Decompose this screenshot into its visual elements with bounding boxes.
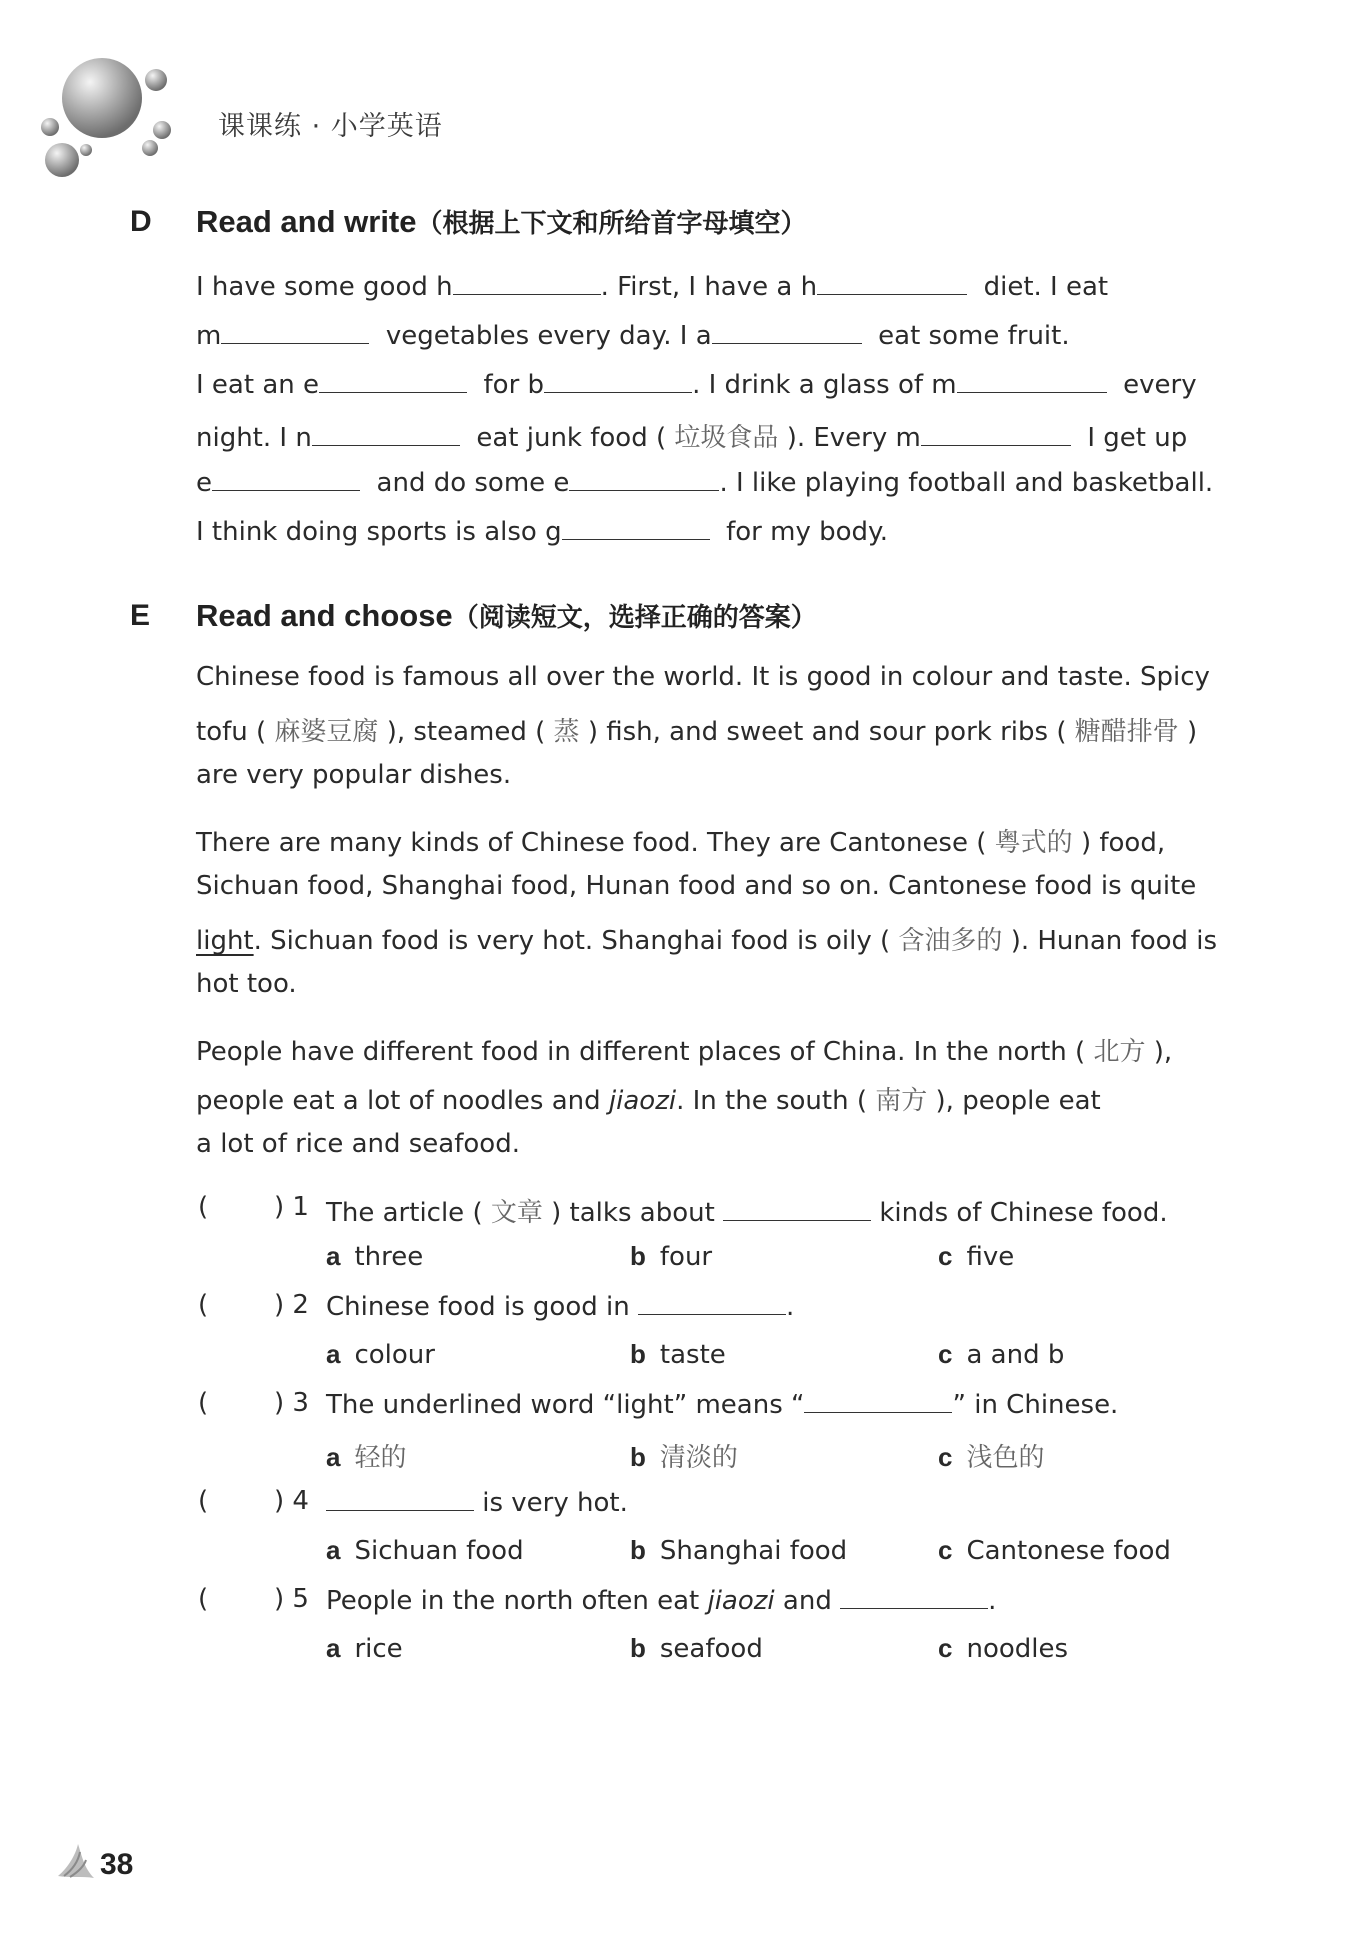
option-letter: c	[938, 1339, 953, 1369]
question-number: ) 3	[274, 1388, 309, 1418]
answer-blank[interactable]	[638, 1290, 786, 1315]
option-text: seafood	[659, 1634, 763, 1664]
option-letter: a	[326, 1442, 341, 1472]
text: I eat an e	[196, 370, 319, 400]
answer-blank[interactable]	[817, 270, 967, 295]
text-cn: 文章	[490, 1198, 543, 1228]
text: and do some e	[376, 468, 570, 498]
section-d-title-en: Read and write	[196, 204, 417, 239]
answer-paren[interactable]: (	[198, 1486, 209, 1516]
answer-blank[interactable]	[212, 466, 360, 491]
option-letter: b	[630, 1442, 646, 1472]
text: for my body.	[726, 517, 888, 547]
text-italic: jiaozi	[707, 1586, 775, 1616]
option-text: colour	[354, 1340, 435, 1370]
p2-line-1	[196, 822, 1165, 859]
answer-blank[interactable]	[921, 421, 1071, 446]
option-letter: c	[938, 1633, 953, 1663]
option-letter: c	[938, 1241, 953, 1271]
option-a[interactable]	[326, 1535, 524, 1566]
book-title: 课课练 · 小学英语	[218, 111, 443, 142]
text: . I like playing football and basketball.	[719, 468, 1214, 498]
option-b[interactable]	[630, 1241, 712, 1272]
text-cn: 北方	[1093, 1037, 1146, 1067]
section-d-letter: D	[130, 205, 152, 238]
p2-line-3	[196, 920, 1217, 957]
answer-blank[interactable]	[840, 1584, 988, 1609]
answer-blank[interactable]	[544, 368, 692, 393]
text: .	[988, 1586, 997, 1616]
p3-line-1	[196, 1031, 1172, 1068]
option-letter: b	[630, 1633, 646, 1663]
d-line-3	[196, 368, 1197, 400]
text: people eat a lot of noodles and	[196, 1086, 609, 1116]
p1-line-2	[196, 711, 1197, 748]
section-e-title	[196, 597, 817, 634]
option-a[interactable]	[326, 1633, 403, 1664]
section-d-title-cn: （根据上下文和所给首字母填空）	[416, 208, 807, 238]
d-line-1	[196, 270, 1108, 302]
answer-paren[interactable]: (	[198, 1192, 209, 1222]
option-c[interactable]	[938, 1339, 1064, 1370]
question-text	[326, 1388, 1118, 1420]
text: . Sichuan food is very hot. Shanghai food is oily (	[253, 926, 891, 956]
text: night. I n	[196, 423, 312, 453]
option-letter: b	[630, 1339, 646, 1369]
text: ” in Chinese.	[952, 1390, 1119, 1420]
question-text	[326, 1584, 996, 1616]
text: . In the south (	[676, 1086, 867, 1116]
option-b[interactable]	[630, 1535, 847, 1566]
text: e	[196, 468, 212, 498]
section-d-title	[196, 203, 807, 240]
text-cn: 含油多的	[898, 926, 1003, 956]
option-text: five	[966, 1242, 1015, 1272]
question-number: ) 1	[274, 1192, 309, 1222]
question-text	[326, 1192, 1168, 1229]
option-letter: a	[326, 1241, 341, 1271]
option-text: 浅色的	[966, 1443, 1045, 1473]
question-number: ) 2	[274, 1290, 309, 1320]
answer-paren[interactable]: (	[198, 1584, 209, 1614]
text: eat some fruit.	[878, 321, 1070, 351]
text: ), people eat	[935, 1086, 1101, 1116]
option-letter: a	[326, 1633, 341, 1663]
text: eat junk food (	[476, 423, 667, 453]
option-c[interactable]	[938, 1437, 1044, 1474]
text-italic: jiaozi	[608, 1086, 677, 1116]
text: .	[785, 1292, 795, 1322]
answer-blank[interactable]	[569, 466, 719, 491]
text: for b	[483, 370, 545, 400]
d-line-4	[196, 417, 1187, 454]
text-cn: 垃圾食品	[674, 423, 779, 453]
answer-paren[interactable]: (	[198, 1290, 209, 1320]
text: ),	[1153, 1037, 1173, 1067]
option-text: noodles	[966, 1634, 1069, 1664]
answer-blank[interactable]	[562, 515, 710, 540]
text: ), steamed (	[386, 717, 546, 747]
text: ) fish, and sweet and sour pork ribs (	[587, 717, 1067, 747]
option-text: rice	[354, 1634, 403, 1664]
text: is very hot.	[482, 1488, 628, 1518]
text-cn: 粤式的	[994, 828, 1073, 858]
option-letter: a	[326, 1535, 341, 1565]
text: I get up	[1087, 423, 1188, 453]
option-text: taste	[659, 1340, 726, 1370]
p3-line-2	[196, 1080, 1101, 1117]
text: kinds of Chinese food.	[879, 1198, 1168, 1228]
question-text	[326, 1290, 794, 1322]
p3-line-3: a lot of rice and seafood.	[196, 1129, 520, 1159]
text-cn: 蒸	[553, 717, 580, 747]
leaf-icon	[54, 1842, 100, 1882]
answer-blank[interactable]	[453, 270, 601, 295]
option-text: Sichuan food	[354, 1536, 524, 1566]
option-a[interactable]	[326, 1339, 435, 1370]
section-e-title-en: Read and choose	[196, 598, 453, 633]
text: m	[196, 321, 222, 351]
text-cn: 南方	[875, 1086, 928, 1116]
question-number: ) 5	[274, 1584, 309, 1614]
option-c[interactable]	[938, 1633, 1068, 1664]
answer-blank[interactable]	[712, 319, 862, 344]
option-b[interactable]	[630, 1633, 763, 1664]
option-text: Shanghai food	[659, 1536, 848, 1566]
text-cn: 糖醋排骨	[1074, 717, 1179, 747]
bubbles-icon	[34, 50, 184, 185]
text: ) food,	[1080, 828, 1166, 858]
p2-line-2: Sichuan food, Shanghai food, Hunan food and so on. Cantonese food is quite	[196, 871, 1197, 901]
answer-blank[interactable]	[326, 1486, 474, 1511]
underlined-word: light	[196, 926, 254, 956]
text: every	[1123, 370, 1197, 400]
option-text: Cantonese food	[966, 1536, 1171, 1566]
text-cn: 麻婆豆腐	[274, 717, 379, 747]
text: ). Every m	[786, 423, 921, 453]
text: tofu (	[196, 717, 267, 747]
section-e-title-cn: （阅读短文，选择正确的答案）	[452, 602, 817, 632]
option-letter: c	[938, 1535, 953, 1565]
d-line-2	[196, 319, 1070, 351]
answer-blank[interactable]	[804, 1388, 952, 1413]
question-number: ) 4	[274, 1486, 309, 1516]
text: . I drink a glass of m	[692, 370, 957, 400]
text: The underlined word “light” means “	[326, 1390, 805, 1420]
option-letter: b	[630, 1535, 646, 1565]
d-line-6	[196, 515, 888, 547]
d-line-5	[196, 466, 1213, 498]
p1-line-3: are very popular dishes.	[196, 760, 512, 790]
option-letter: b	[630, 1241, 646, 1271]
p1-line-1: Chinese food is famous all over the world. It is good in colour and taste. Spicy	[196, 662, 1210, 692]
section-e-letter: E	[130, 599, 151, 632]
text: I think doing sports is also g	[196, 517, 562, 547]
answer-blank[interactable]	[957, 368, 1107, 393]
text: vegetables every day. I a	[385, 321, 712, 351]
answer-paren[interactable]: (	[198, 1388, 209, 1418]
option-text: four	[659, 1242, 713, 1272]
text: The article (	[326, 1198, 483, 1228]
page-number: 38	[100, 1848, 134, 1881]
question-text	[326, 1486, 628, 1518]
option-letter: a	[326, 1339, 341, 1369]
option-b[interactable]	[630, 1437, 738, 1474]
text: and	[774, 1586, 832, 1616]
text: )	[1187, 717, 1198, 747]
answer-blank[interactable]	[312, 421, 460, 446]
option-letter: c	[938, 1442, 953, 1472]
text: . First, I have a h	[600, 272, 818, 302]
option-text: a and b	[966, 1340, 1065, 1370]
option-c[interactable]	[938, 1241, 1014, 1272]
text: Chinese food is good in	[326, 1292, 630, 1322]
text: diet. I eat	[983, 272, 1109, 302]
text: There are many kinds of Chinese food. They are Cantonese (	[196, 828, 987, 858]
text: ) talks about	[551, 1198, 715, 1228]
option-c[interactable]	[938, 1535, 1171, 1566]
answer-blank[interactable]	[319, 368, 467, 393]
option-text: 轻的	[354, 1443, 407, 1473]
option-text: three	[354, 1242, 424, 1272]
answer-blank[interactable]	[221, 319, 369, 344]
text: People in the north often eat	[326, 1586, 708, 1616]
text: ). Hunan food is	[1010, 926, 1218, 956]
option-a[interactable]	[326, 1241, 423, 1272]
option-text: 清淡的	[659, 1443, 738, 1473]
text: I have some good h	[196, 272, 453, 302]
text: People have different food in different places of China. In the north (	[196, 1037, 1086, 1067]
p2-line-4: hot too.	[196, 969, 297, 999]
option-b[interactable]	[630, 1339, 726, 1370]
answer-blank[interactable]	[723, 1196, 871, 1221]
option-a[interactable]	[326, 1437, 406, 1474]
